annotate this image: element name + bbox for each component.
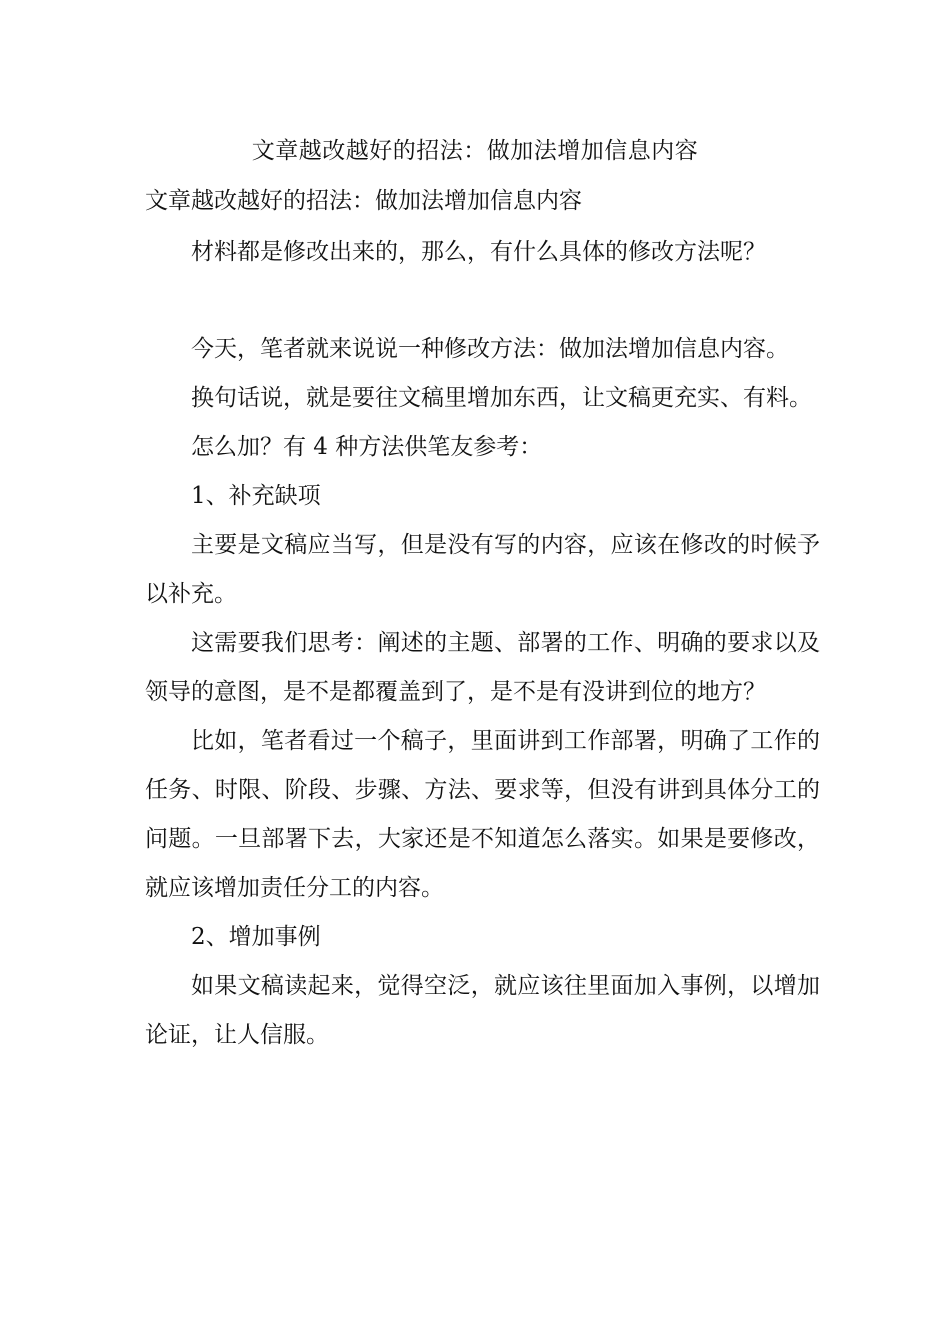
paragraph-in-other-words: 换句话说，就是要往文稿里增加东西，让文稿更充实、有料。 — [191, 385, 812, 411]
paragraph-how-to-add: 怎么加？有 4 种方法供笔友参考： — [191, 434, 543, 460]
document-title: 文章越改越好的招法：做加法增加信息内容 — [251, 138, 699, 164]
section-heading-2: 2、增加事例 — [191, 924, 321, 950]
paragraph-think: 这需要我们思考：阐述的主题、部署的工作、明确的要求以及领导的意图，是不是都覆盖到了，是不是有没讲到位的地方？ — [145, 630, 820, 705]
document-subtitle: 文章越改越好的招法：做加法增加信息内容 — [145, 188, 582, 214]
paragraph-intro-question: 材料都是修改出来的，那么，有什么具体的修改方法呢？ — [191, 239, 766, 265]
section-heading-1: 1、补充缺项 — [191, 483, 321, 509]
blank-line — [145, 277, 820, 325]
document-body — [145, 182, 820, 1060]
paragraph-add-cases: 如果文稿读起来，觉得空泛，就应该往里面加入事例，以增加论证，让人信服。 — [145, 973, 820, 1048]
paragraph-example: 比如，笔者看过一个稿子，里面讲到工作部署，明确了工作的任务、时限、阶段、步骤、方法、要求等，但没有讲到具体分工的问题。一旦部署下去，大家还是不知道怎么落实。如果是要修改，就应该增加责任分工的内容。 — [145, 728, 820, 901]
paragraph-method-intro: 今天，笔者就来说说一种修改方法：做加法增加信息内容。 — [191, 336, 789, 362]
paragraph-supplement: 主要是文稿应当写，但是没有写的内容，应该在修改的时候予以补充。 — [145, 532, 820, 607]
